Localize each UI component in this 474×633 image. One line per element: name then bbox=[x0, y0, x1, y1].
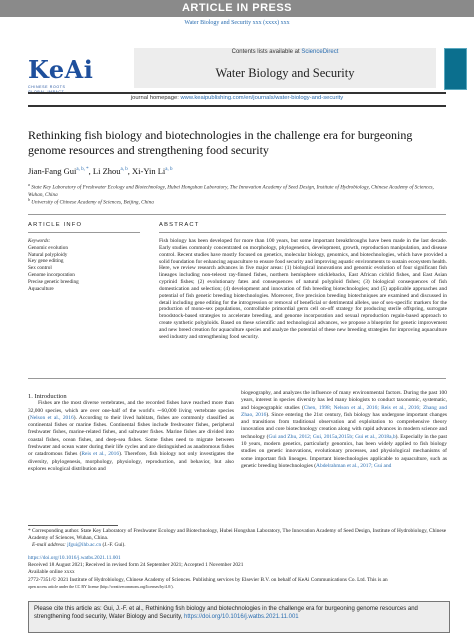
author-name[interactable]: Li Zhou bbox=[92, 166, 121, 176]
citation-doi-link[interactable]: https://doi.org/10.1016/j.watbs.2021.11.001 bbox=[183, 614, 299, 620]
keywords-label: Keywords: bbox=[28, 238, 51, 244]
journal-title: Water Biology and Security bbox=[215, 66, 355, 80]
introduction-heading: 1. Introduction bbox=[28, 393, 67, 400]
homepage-link[interactable]: www.keaipublishing.com/en/journals/water-biology-and-security bbox=[180, 95, 344, 101]
sciencedirect-link[interactable]: ScienceDirect bbox=[301, 49, 339, 55]
author-affiliation-marks: a, b bbox=[120, 167, 128, 173]
body-paragraph: biogeography, and analyzes the influence of many environmental factors. During the past 100 years, interest in species diversity has led many biologists to conduct taxonomic, systematic, and biogeographic studies (Chen, 1998; Nelson et al., 2016; Reis et al., 2016; Zhang and Zhao, 2016). Since entering the 21st century, fish biology has undergone important changes and transitions from traditional observation and exploitation to comprehensive theory innovation and core biotechnology creation along with rapid advances in modern science and technology (Gui and Zhu, 2012; Gui, 2015a,2015b; Gui et al., 2018a,b). Especially in the past 10 years, modern genetics, particularly genomics, has been widely applied to fish biology studies on genetic innovations, evolutionary processes, and physiological mechanisms of some important fish lineages. Important biotechnologies applicable to aquaculture, such as genetic breeding biotechnologies (Abdelrahman et al., 2017; Gui and bbox=[241, 390, 447, 469]
citation-link[interactable]: Chen, 1998; Nelson et al., 2016; Reis et al., 2016; Zhang and Zhao, 2016 bbox=[241, 404, 447, 418]
footnote-email-line bbox=[28, 542, 448, 549]
body-paragraph: Fishes are the most diverse vertebrates, and the recorded fishes have reached more than 32,000 species, which are over one-half of the world's ∼60,000 living vertebrate species (Nelson et al., 2016). According to their lived habitats, fishes are commonly classified as continental fishes or marine fishes. Continental fishes include freshwater fishes, peripheral freshwater fishes, marine-related fishes, and saltwater fishes. Marine fishes are divided into coastal fishes, ocean fishes, and deep-sea fishes. Some fishes need to migrate between freshwater and ocean water during their life cycles and are distinguished as anadromous fishes or catadromous fishes (Reis et al., 2016). Therefore, fish biology not only investigates the diversity, phylogenesis, morphology, physiology, reproduction, and behavior, but also explores ecological distribution and bbox=[28, 400, 234, 472]
email-label: E-mail address: bbox=[31, 542, 66, 549]
body-column-left bbox=[28, 393, 234, 473]
affiliation-mark: a bbox=[28, 182, 30, 187]
citation-link[interactable]: Gui and Zhu, 2012; Gui, 2015a,2015b; Gui et al., 2018a,b bbox=[268, 433, 396, 440]
keyword: Precise genetic breeding bbox=[28, 278, 79, 285]
footnote-rule bbox=[28, 525, 118, 526]
keyword: Genomic evolution bbox=[28, 244, 68, 251]
author-name[interactable]: Jian-Fang Gui bbox=[28, 166, 77, 176]
citation-text: Please cite this article as: Gui, J.-F. et al., Rethinking fish biology and biotechnologies in the challenge era for burgeoning genome resources and strengthening food security, Water Biology and Security, bbox=[34, 606, 418, 620]
logo-wordmark: KeAi bbox=[28, 55, 94, 84]
keyword: Genome incorporation bbox=[28, 271, 75, 278]
masthead-rule bbox=[28, 92, 446, 94]
received-dates: Received 18 August 2021; Received in revised form 24 September 2021; Accepted 1 November 2021 bbox=[28, 562, 244, 569]
article-title: Rethinking fish biology and biotechnologies in the challenge era for burgeoning genome resources and strengthening food security bbox=[28, 128, 413, 157]
citation-box bbox=[28, 601, 450, 633]
author-affiliation-marks: a, b bbox=[165, 167, 173, 173]
abstract-rule bbox=[159, 232, 447, 233]
journal-homepage bbox=[0, 95, 474, 101]
copyright-line: 2772-7351/© 2021 Institute of Hydrobiology, Chinese Academy of Sciences. Publishing services by Elsevier B.V. on behalf of KeAi Communications Co. Ltd. This is an bbox=[28, 576, 388, 583]
header-divider bbox=[28, 214, 446, 215]
author-affiliation-marks: a, b, * bbox=[76, 167, 89, 173]
license-line[interactable]: open access article under the CC BY license (http://creativecommons.org/licenses/by/4.0/). bbox=[28, 583, 174, 589]
journal-reference[interactable]: Water Biology and Security xxx (xxxx) xxx bbox=[184, 20, 290, 26]
article-in-press-banner: ARTICLE IN PRESS bbox=[0, 0, 474, 17]
author-name[interactable]: Xi-Yin Li bbox=[132, 166, 166, 176]
email-link[interactable]: jfgui@ihb.ac.cn bbox=[67, 542, 102, 549]
logo-tagline-1: CHINESE ROOTS bbox=[28, 85, 66, 89]
body-column-right bbox=[241, 390, 447, 470]
doi-link[interactable]: https://doi.org/10.1016/j.watbs.2021.11.001 bbox=[28, 555, 121, 561]
corresponding-author-footnote bbox=[28, 528, 448, 550]
citation-link[interactable]: Nelson et al., 2016 bbox=[29, 414, 74, 421]
affiliation bbox=[28, 196, 448, 207]
keyword: Natural polyploidy bbox=[28, 251, 68, 258]
journal-cover-thumbnail bbox=[444, 48, 467, 90]
keywords-list bbox=[28, 238, 140, 292]
abstract-text: Fish biology has been developed for more than 100 years, but some important breakthroughs have been made in the last decade. Early studies commonly concentrated on morphology, phylogenetics, development, growth, reproduction manipulation, and disease control. Recent studies have mostly focused on genetics, molecular biology, genomics, and biotechnologies, which have provided a solid foundation for enhancing aquaculture to ensure food security and improving aquatic environments to sustain ecosystem health. Here, we review research advances in five major areas: (1) biological innovations and genomic evolution of four significant fish lineages including non-teleost ray-finned fishes, northern hemisphere sticklebacks, East African cichlid fishes, and East Asian cyprinid fishes; (2) evolutionary fates and consequences of natural polyploid fishes; (3) biological consequences of fish domestication and selection; (4) development and innovation of fish breeding biotechnologies; and (5) applicable approaches and potential of fish genetic breeding biotechnologies. Moreover, five precision breeding biotechniques are examined and discussed in detail including gene editing for the introgression or removal of beneficial or detrimental alleles, use of sex-specific markers for the production of mono-sex populations, controllable primordial germ cell on-off strategy for producing sterile offspring, surrogate broodstock-based strategies to accelerate breeding, and genome incorporation and sexual reproduction regain-based approach to create synthetic polyploids. Based on these scientific and technological advances, we propose a blueprint for genetic improvement and new breed creation for aquaculture species and analyze the potential of these new breeding strategies for improving aquaculture seed industry and strengthening food security. bbox=[159, 238, 447, 340]
article-info-rule bbox=[28, 232, 140, 233]
article-info-heading: ARTICLE INFO bbox=[28, 222, 83, 228]
contents-available-line bbox=[134, 49, 436, 55]
homepage-rule bbox=[28, 105, 446, 107]
contents-prefix: Contents lists available at bbox=[231, 49, 300, 55]
homepage-prefix: journal homepage: bbox=[130, 95, 179, 101]
keyword: Aquaculture bbox=[28, 285, 54, 292]
affiliation-text: State Key Laboratory of Freshwater Ecology and Biotechnology, Hubei Hongshan Laboratory, The Innovation Academy of Seed Design, Institute of Hydrobiology, Chinese Academy of Sciences, Wuhan, China bbox=[28, 184, 434, 198]
keyword: Sex control bbox=[28, 265, 52, 272]
abstract-bottom-rule bbox=[28, 378, 446, 379]
email-suffix: (J.-F. Gui). bbox=[102, 542, 126, 549]
affiliation-text: University of Chinese Academy of Sciences, Beijing, China bbox=[31, 199, 154, 206]
affiliation-mark: b bbox=[28, 197, 30, 202]
author-list: Jian-Fang Gui$^{a, b, *}$, Li Zhou$^{a, b}$, Xi-Yin Li$^{a, b}$ bbox=[28, 166, 173, 176]
keai-logo bbox=[28, 55, 108, 95]
publication-info bbox=[28, 555, 448, 590]
keyword: Key gene editing bbox=[28, 258, 64, 265]
citation-link[interactable]: Abdelrahman et al., 2017; Gui and bbox=[316, 462, 392, 469]
available-online: Available online xxxx bbox=[28, 569, 75, 576]
abstract-heading: ABSTRACT bbox=[159, 222, 200, 228]
footnote-text: * Corresponding author. State Key Laboratory of Freshwater Ecology and Biotechnology, Hubei Hongshan Laboratory, The Innovation Academy of Seed Design, Institute of Hydrobiology, Chinese Academy of Sciences, Wuhan, China. bbox=[28, 528, 447, 542]
citation-link[interactable]: Reis et al., 2016 bbox=[81, 451, 120, 458]
